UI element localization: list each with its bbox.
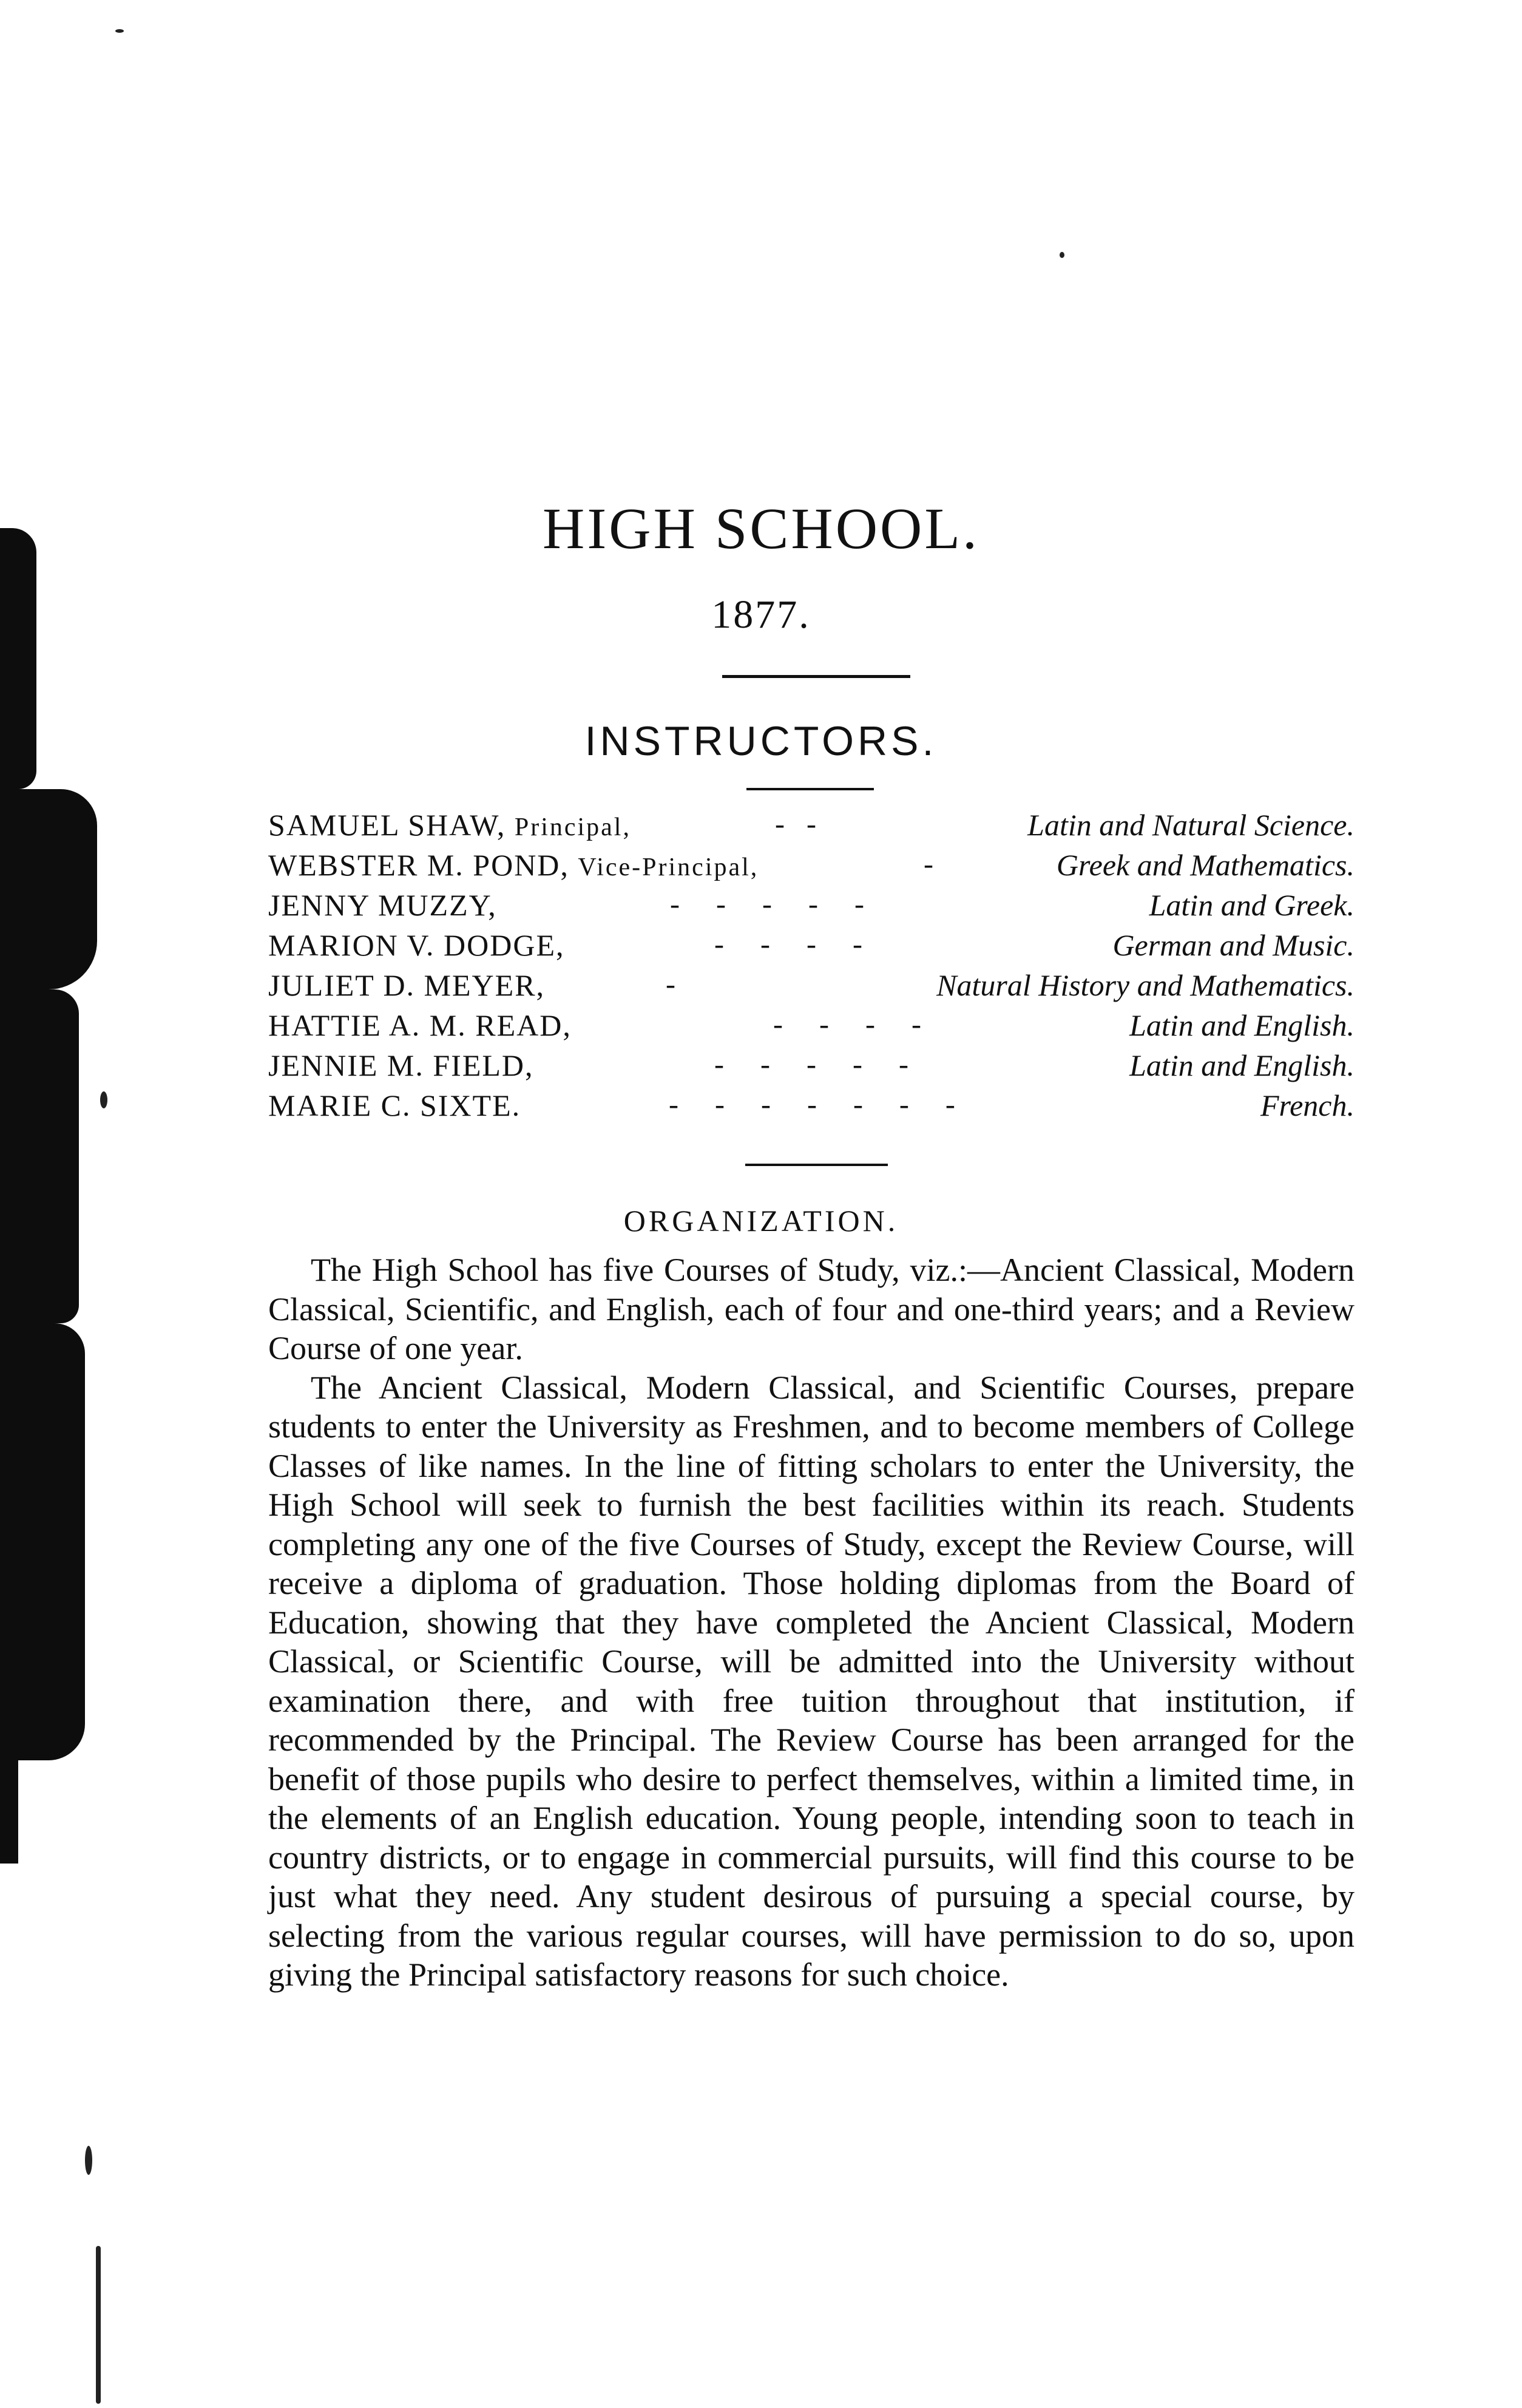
- divider: [745, 1164, 888, 1166]
- leader-dots: - -: [775, 808, 816, 840]
- year: 1877.: [711, 592, 811, 637]
- instructors-list: [268, 807, 1355, 1128]
- scan-speck: [85, 2146, 92, 2175]
- leader-dots: -: [666, 968, 675, 1000]
- instructor-name: SAMUEL SHAW, Principal,: [268, 808, 631, 842]
- leader-dots: - - - - -: [670, 888, 864, 920]
- instructor-subject: Latin and English.: [1129, 1048, 1355, 1082]
- leader-dots: - - - -: [714, 928, 862, 960]
- scan-edge-shadow: [0, 1760, 18, 1864]
- instructor-row: [268, 1088, 1355, 1128]
- instructor-name: HATTIE A. M. READ,: [268, 1008, 572, 1042]
- instructors-heading: INSTRUCTORS.: [584, 718, 938, 764]
- instructor-row: [268, 807, 1355, 847]
- instructor-subject: French.: [1260, 1088, 1355, 1122]
- instructor-row: [268, 968, 1355, 1008]
- instructor-subject: Natural History and Mathematics.: [936, 968, 1355, 1002]
- instructor-row: [268, 1008, 1355, 1048]
- instructor-name: JENNY MUZZY,: [268, 888, 497, 922]
- leader-dots: -: [924, 848, 933, 880]
- instructor-subject: Latin and English.: [1129, 1008, 1355, 1042]
- scan-speck: [1060, 252, 1064, 258]
- scan-edge-shadow: [0, 1323, 85, 1760]
- instructor-row: [268, 1048, 1355, 1088]
- instructor-subject: Greek and Mathematics.: [1056, 848, 1355, 882]
- paragraph: The High School has five Courses of Study, viz.:—Ancient Classical, Modern Classical, Scientific, and English, each of four and one-third years; and a Review Course of one year.: [268, 1252, 1355, 1366]
- scan-speck: [115, 29, 124, 33]
- organization-heading: ORGANIZATION.: [623, 1204, 899, 1238]
- leader-dots: - - - - -: [714, 1048, 908, 1080]
- divider: [746, 788, 874, 790]
- organization-body: [268, 1250, 1355, 1995]
- instructor-subject: German and Music.: [1112, 928, 1355, 962]
- instructor-name: WEBSTER M. POND, Vice-Principal,: [268, 848, 759, 882]
- leader-dots: - - - - - - -: [669, 1088, 955, 1121]
- paragraph: The Ancient Classical, Modern Classical, and Scientific Courses, prepare students to enter the University as Freshmen, and to become members of College Classes of like names. In the line of fitting scholars to enter the University, the High School will seek to furnish the best facilities within its reach. Students completing any one of the five Courses of Study, except the Review Course, will receive a diploma of graduation. Those holding diplomas from the Board of Education, showing that they have completed the Ancient Classical, Modern Classical, or Scientific Course, will be admitted into the University without examination there, and with free tuition throughout that institution, if recommended by the Principal. The Review Course has been arranged for the benefit of those pupils who desire to perfect themselves, within a limited time, in the elements of an English education. Young people, intending soon to teach in country districts, or to engage in commercial pursuits, will find this course to be just what they need. Any student desirous of pursuing a special course, by selecting from the various regular courses, will have permission to do so, upon giving the Principal satisfactory reasons for such choice.: [268, 1369, 1355, 1993]
- page-title: HIGH SCHOOL.: [543, 496, 979, 561]
- instructor-subject: Latin and Greek.: [1149, 888, 1355, 922]
- instructor-name: JULIET D. MEYER,: [268, 968, 546, 1002]
- leader-dots: - - - -: [773, 1008, 921, 1040]
- scan-edge-shadow: [0, 989, 79, 1323]
- scan-speck: [100, 1091, 107, 1108]
- instructor-subject: Latin and Natural Science.: [1027, 808, 1355, 842]
- scan-speck: [96, 2246, 101, 2404]
- divider: [722, 675, 910, 678]
- instructor-row: [268, 847, 1355, 887]
- instructor-name: JENNIE M. FIELD,: [268, 1048, 534, 1082]
- instructor-name: MARION V. DODGE,: [268, 928, 565, 962]
- instructor-row: [268, 928, 1355, 968]
- scan-edge-shadow: [0, 789, 97, 989]
- instructor-row: [268, 887, 1355, 928]
- instructor-name: MARIE C. SIXTE.: [268, 1088, 521, 1122]
